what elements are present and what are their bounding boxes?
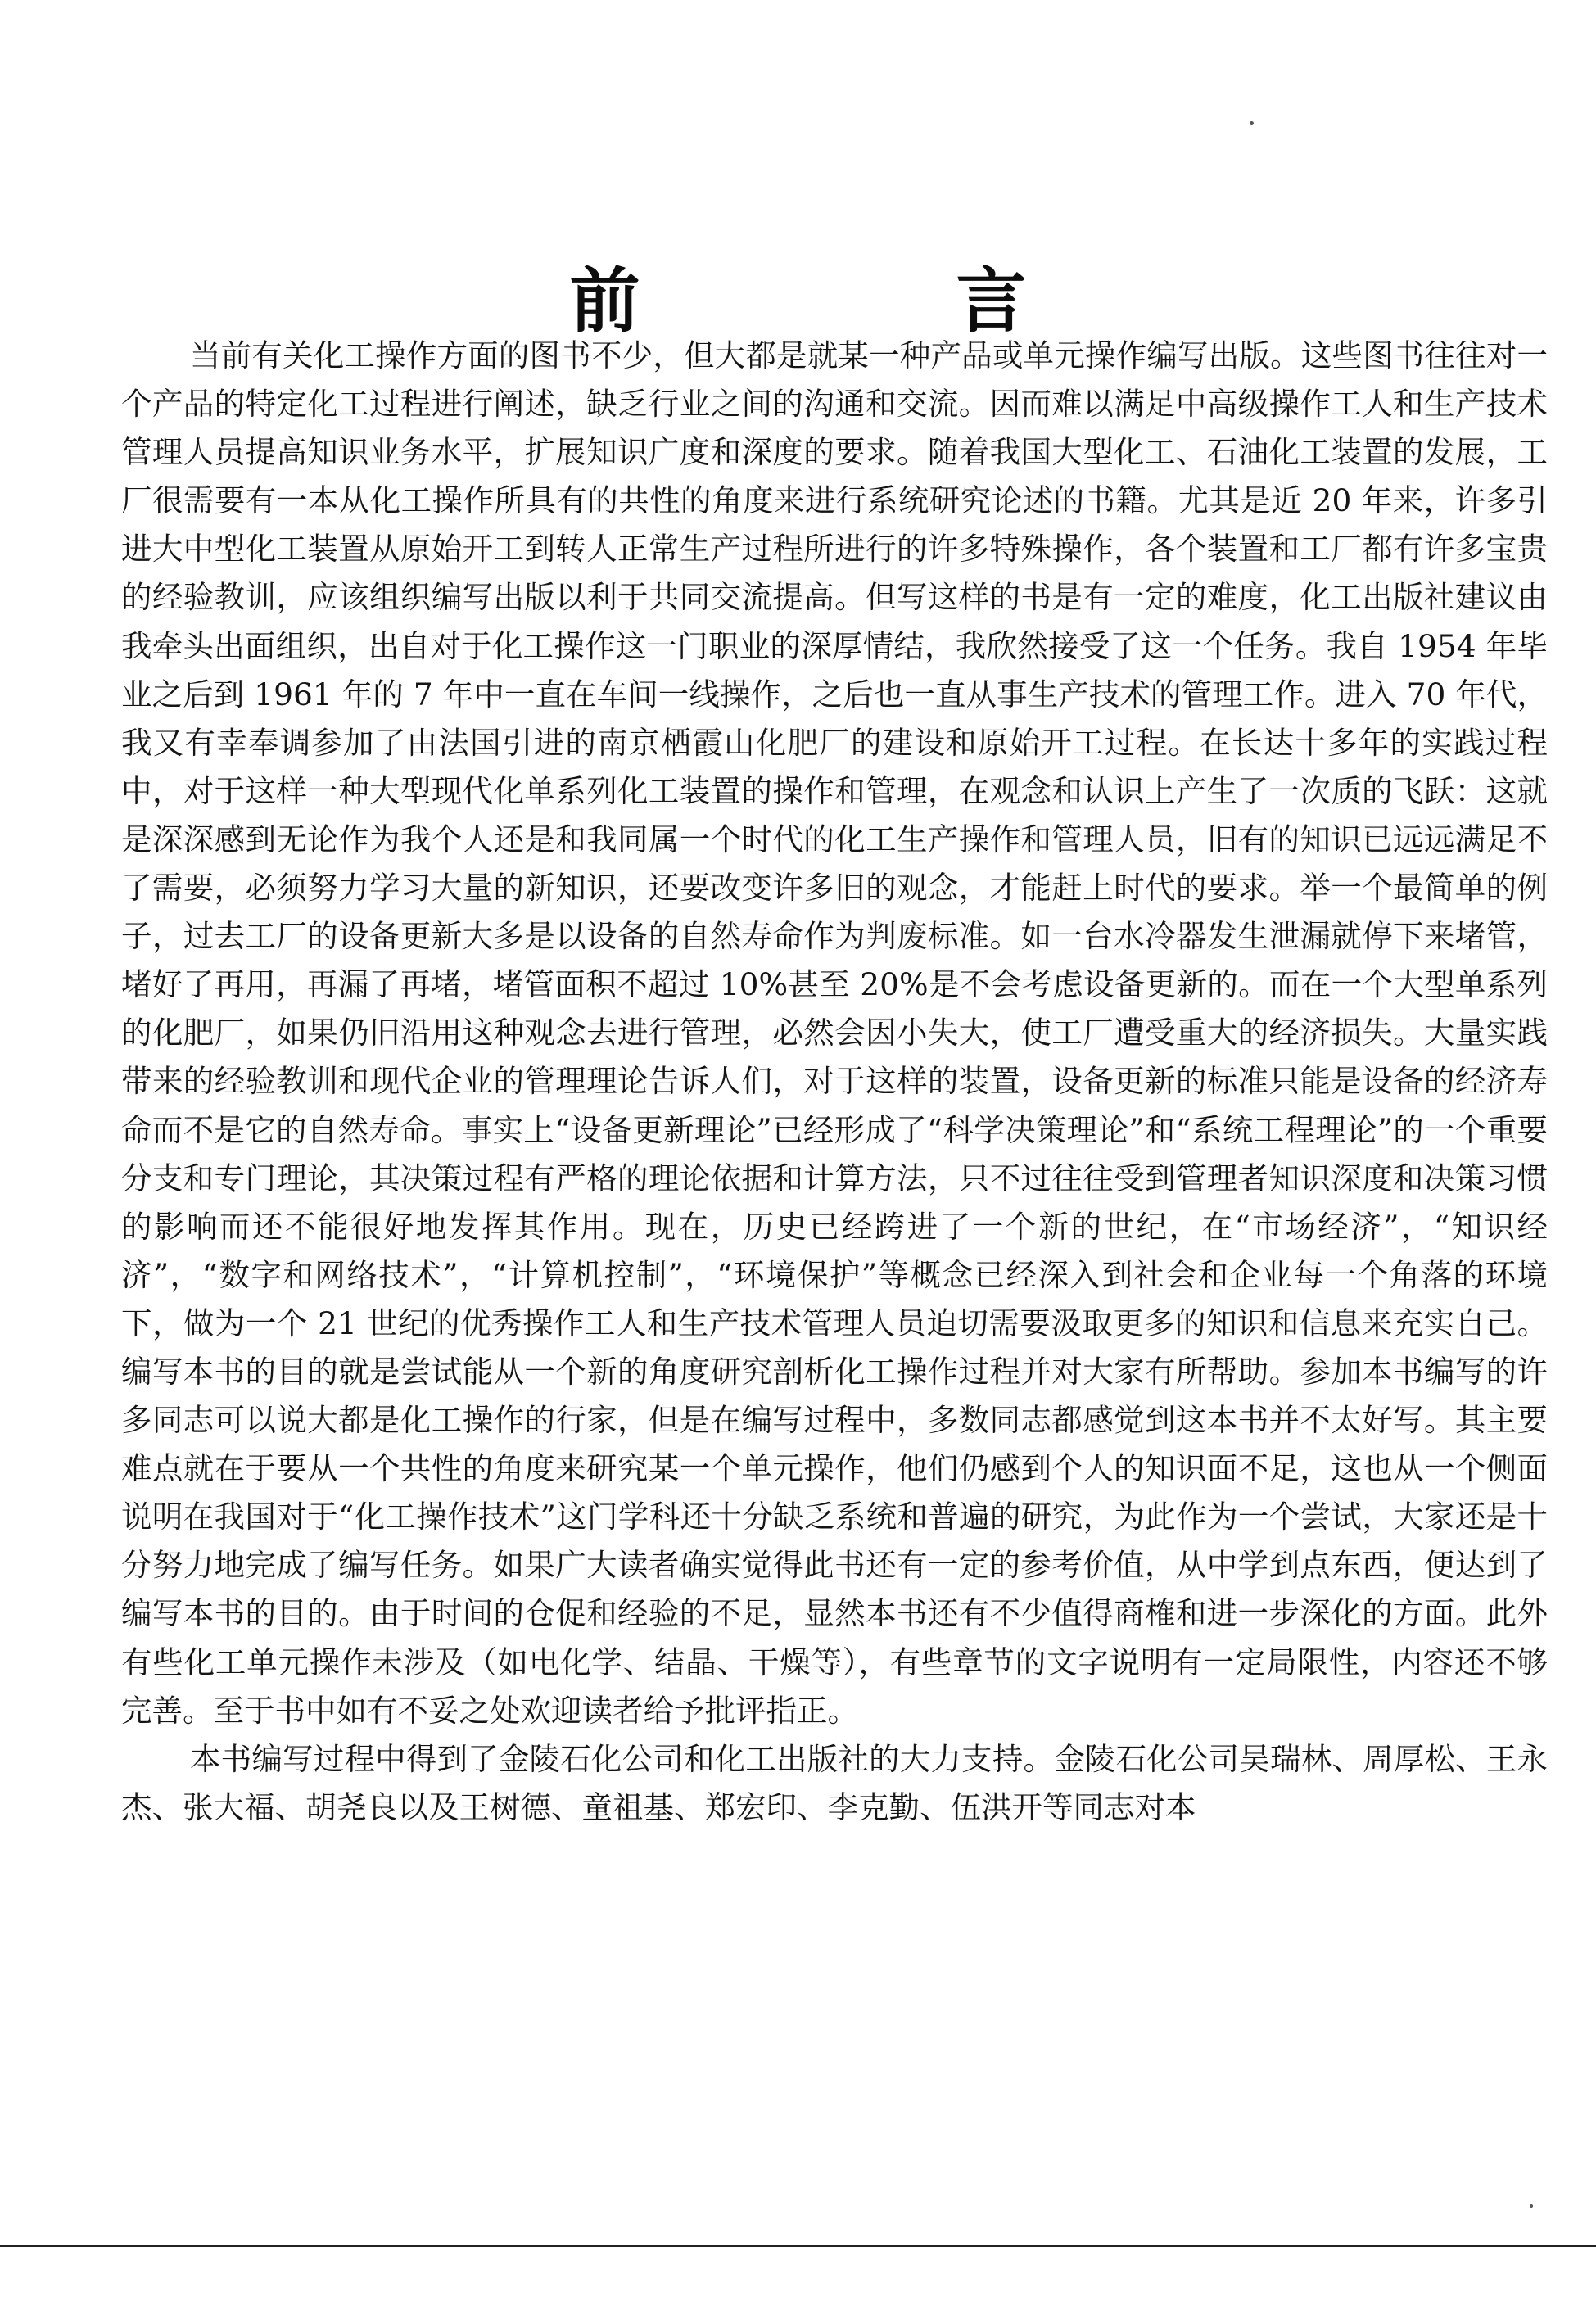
- body-text: [121, 332, 1548, 1832]
- paragraph: 本书编写过程中得到了金陵石化公司和化工出版社的大力支持。金陵石化公司吴瑞林、周厚松、王永杰、张大福、胡尧良以及王树德、童祖基、郑宏印、李克勤、伍洪开等同志对本: [121, 1740, 1548, 1825]
- scan-speck: [1250, 121, 1254, 125]
- bottom-rule: [0, 2245, 1596, 2247]
- page-title: 前 言: [569, 260, 1150, 342]
- paragraph: 当前有关化工操作方面的图书不少，但大都是就某一种产品或单元操作编写出版。这些图书往往对一个产品的特定化工过程进行阐述，缺乏行业之间的沟通和交流。因而难以满足中高级操作工人和生产技术管理人员提高知识业务水平，扩展知识广度和深度的要求。随着我国大型化工、石油化工装置的发展，工厂很需要有一本从化工操作所具有的共性的角度来进行系统研究论述的书籍。尤其是近 20 年来，许多引进大中型化工装置从原始开工到转人正常生产过程所进行的许多特殊操作，各个装置和工厂都有许多宝贵的经验教训，应该组织编写出版以利于共同交流提高。但写这样的书是有一定的难度，化工出版社建议由我牵头出面组织，出自对于化工操作这一门职业的深厚情结，我欣然接受了这一个任务。我自 1954 年毕业之后到 1961 年的 7 年中一直在车间一线操作，之后也一直从事生产技术的管理工作。进入 70 年代，我又有幸奉调参加了由法国引进的南京栖霞山化肥厂的建设和原始开工过程。在长达十多年的实践过程中，对于这样一种大型现代化单系列化工装置的操作和管理，在观念和认识上产生了一次质的飞跃：这就是深深感到无论作为我个人还是和我同属一个时代的化工生产操作和管理人员，旧有的知识已远远满足不了需要，必须努力学习大量的新知识，还要改变许多旧的观念，才能赶上时代的要求。举一个最简单的例子，过去工厂的设备更新大多是以设备的自然寿命作为判废标准。如一台水冷器发生泄漏就停下来堵管，堵好了再用，再漏了再堵，堵管面积不超过 10%甚至 20%是不会考虑设备更新的。而在一个大型单系列的化肥厂，如果仍旧沿用这种观念去进行管理，必然会因小失大，使工厂遭受重大的经济损失。大量实践带来的经验教训和现代企业的管理理论告诉人们，对于这样的装置，设备更新的标准只能是设备的经济寿命而不是它的自然寿命。事实上“设备更新理论”已经形成了“科学决策理论”和“系统工程理论”的一个重要分支和专门理论，其决策过程有严格的理论依据和计算方法，只不过往往受到管理者知识深度和决策习惯的影响而还不能很好地发挥其作用。现在，历史已经跨进了一个新的世纪，在“市场经济”，“知识经济”，“数字和网络技术”，“计算机控制”，“环境保护”等概念已经深入到社会和企业每一个角落的环境下，做为一个 21 世纪的优秀操作工人和生产技术管理人员迫切需要汲取更多的知识和信息来充实自己。编写本书的目的就是尝试能从一个新的角度研究剖析化工操作过程并对大家有所帮助。参加本书编写的许多同志可以说大都是化工操作的行家，但是在编写过程中，多数同志都感觉到这本书并不太好写。其主要难点就在于要从一个共性的角度来研究某一个单元操作，他们仍感到个人的知识面不足，这也从一个侧面说明在我国对于“化工操作技术”这门学科还十分缺乏系统和普遍的研究，为此作为一个尝试，大家还是十分努力地完成了编写任务。如果广大读者确实觉得此书还有一定的参考价值，从中学到点东西，便达到了编写本书的目的。由于时间的仓促和经验的不足，显然本书还有不少值得商榷和进一步深化的方面。此外有些化工单元操作未涉及（如电化学、结晶、干燥等），有些章节的文字说明有一定局限性，内容还不够完善。至于书中如有不妥之处欢迎读者给予批评指正。: [121, 337, 1548, 1729]
- scan-speck: [1530, 2204, 1533, 2208]
